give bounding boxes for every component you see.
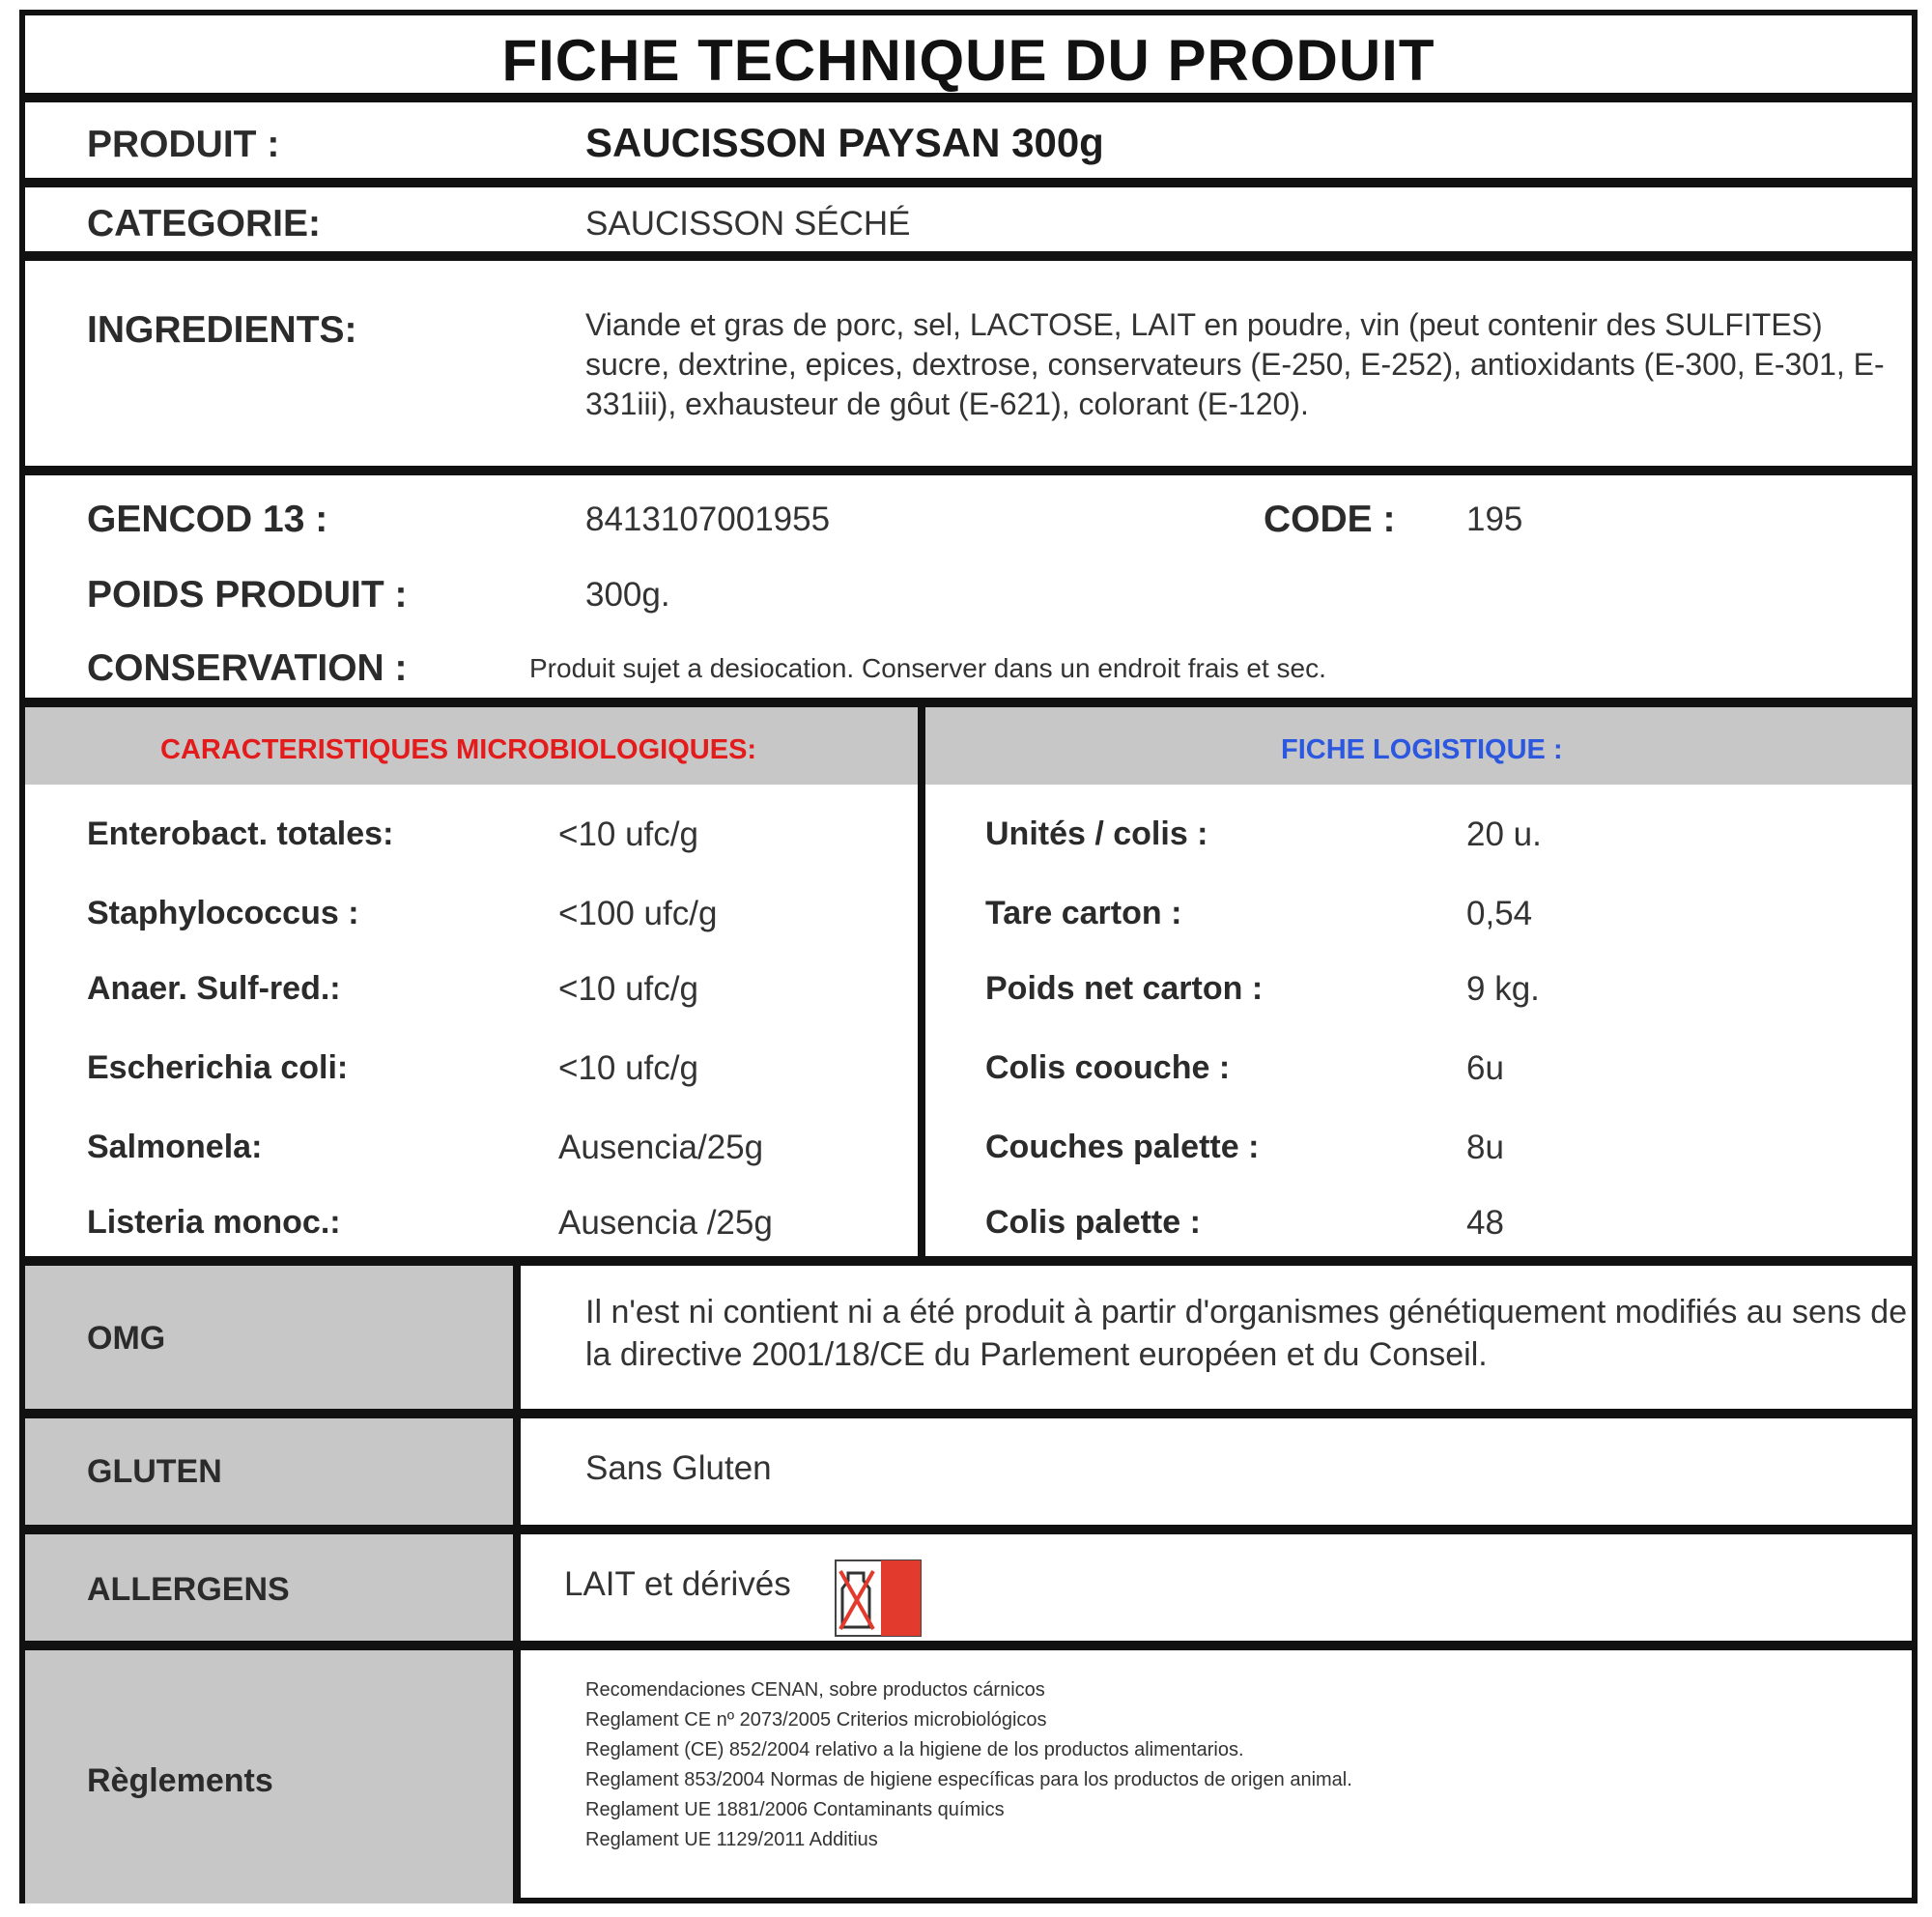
reglements-label: Règlements	[87, 1762, 273, 1799]
divider	[25, 1525, 1912, 1534]
logistique-row-label: Couches palette :	[985, 1129, 1260, 1165]
logistique-row-value: 9 kg.	[1466, 970, 1540, 1008]
micro-row-value: Ausencia/25g	[558, 1129, 764, 1166]
logistique-row-value: 20 u.	[1466, 815, 1542, 853]
micro-row-label: Anaer. Sulf-red.:	[87, 970, 341, 1007]
page-title: FICHE TECHNIQUE DU PRODUIT	[501, 28, 1435, 93]
column-divider	[513, 1266, 521, 1903]
logistique-row-value: 0,54	[1466, 895, 1533, 932]
logistique-section-title: FICHE LOGISTIQUE :	[1281, 734, 1563, 765]
micro-row-label: Escherichia coli:	[87, 1049, 349, 1086]
micro-row-label: Enterobact. totales:	[87, 815, 394, 852]
allergens-label: ALLERGENS	[87, 1571, 290, 1608]
logistique-row-value: 8u	[1466, 1129, 1504, 1166]
allergens-value: LAIT et dérivés	[564, 1565, 791, 1603]
gencod-value: 8413107001955	[585, 501, 831, 538]
micro-row-label: Listeria monoc.:	[87, 1204, 341, 1241]
micro-row-value: Ausencia /25g	[558, 1204, 773, 1242]
milk-allergen-icon	[835, 1559, 922, 1637]
reglement-line: Recomendaciones CENAN, sobre productos cárnicos	[585, 1679, 1045, 1701]
ingredients-label: INGREDIENTS:	[87, 309, 357, 351]
gluten-label: GLUTEN	[87, 1453, 222, 1490]
categorie-value: SAUCISSON SÉCHÉ	[585, 205, 911, 243]
produit-label: PRODUIT :	[87, 124, 280, 165]
divider	[25, 251, 1912, 261]
code-value: 195	[1466, 501, 1523, 538]
micro-row-value: <10 ufc/g	[558, 970, 698, 1008]
reglement-line: Reglament UE 1129/2011 Additius	[585, 1829, 878, 1850]
reglement-line: Reglament 853/2004 Normas de higiene específicas para los productos de origen animal.	[585, 1769, 1352, 1790]
micro-row-value: <10 ufc/g	[558, 815, 698, 853]
logistique-row-label: Tare carton :	[985, 895, 1182, 931]
omg-label: OMG	[87, 1320, 166, 1357]
reglement-line: Reglament CE nº 2073/2005 Criterios microbiológicos	[585, 1709, 1047, 1731]
conservation-value: Produit sujet a desiocation. Conserver dans un endroit frais et sec.	[529, 653, 1326, 683]
omg-value: Il n'est ni contient ni a été produit à partir d'organismes génétiquement modifiés au sens de la directive 2001/18/CE du Parlement européen et du Conseil.	[585, 1294, 1908, 1373]
gluten-value: Sans Gluten	[585, 1449, 772, 1487]
micro-row-label: Staphylococcus :	[87, 895, 359, 931]
poids-value: 300g.	[585, 576, 670, 614]
produit-value: SAUCISSON PAYSAN 300g	[585, 120, 1104, 165]
micro-row-value: <100 ufc/g	[558, 895, 718, 932]
reglement-line: Reglament (CE) 852/2004 relativo a la higiene de los productos alimentarios.	[585, 1739, 1244, 1760]
logistique-row-label: Colis coouche :	[985, 1049, 1231, 1086]
categorie-label: CATEGORIE:	[87, 203, 321, 244]
micro-section-title: CARACTERISTIQUES MICROBIOLOGIQUES:	[160, 734, 757, 765]
divider	[25, 1409, 1912, 1418]
divider	[25, 698, 1912, 707]
divider	[25, 178, 1912, 187]
ingredients-value: Viande et gras de porc, sel, LACTOSE, LAIT en poudre, vin (peut contenir des SULFITES) sucre, dextrine, epices, dextrose, conservateurs (E-250, E-252), antioxidants (E-300, E-301, E-331iii), exhausteur de gôut (E-621), colorant (E-120).	[585, 307, 1885, 421]
micro-row-value: <10 ufc/g	[558, 1049, 698, 1087]
divider	[25, 93, 1912, 102]
conservation-label: CONSERVATION :	[87, 647, 408, 689]
divider	[25, 1256, 1912, 1266]
logistique-row-label: Unités / colis :	[985, 815, 1208, 852]
gencod-label: GENCOD 13 :	[87, 499, 328, 540]
logistique-row-value: 6u	[1466, 1049, 1504, 1087]
column-divider	[918, 707, 925, 1258]
micro-row-label: Salmonela:	[87, 1129, 263, 1165]
divider	[25, 1641, 1912, 1650]
divider	[25, 466, 1912, 475]
product-data-sheet	[19, 10, 1918, 1903]
reglement-line: Reglament UE 1881/2006 Contaminants químics	[585, 1799, 1005, 1820]
code-label: CODE :	[1264, 499, 1396, 540]
poids-label: POIDS PRODUIT :	[87, 574, 408, 615]
logistique-row-label: Colis palette :	[985, 1204, 1201, 1241]
logistique-row-label: Poids net carton :	[985, 970, 1264, 1007]
logistique-row-value: 48	[1466, 1204, 1504, 1242]
